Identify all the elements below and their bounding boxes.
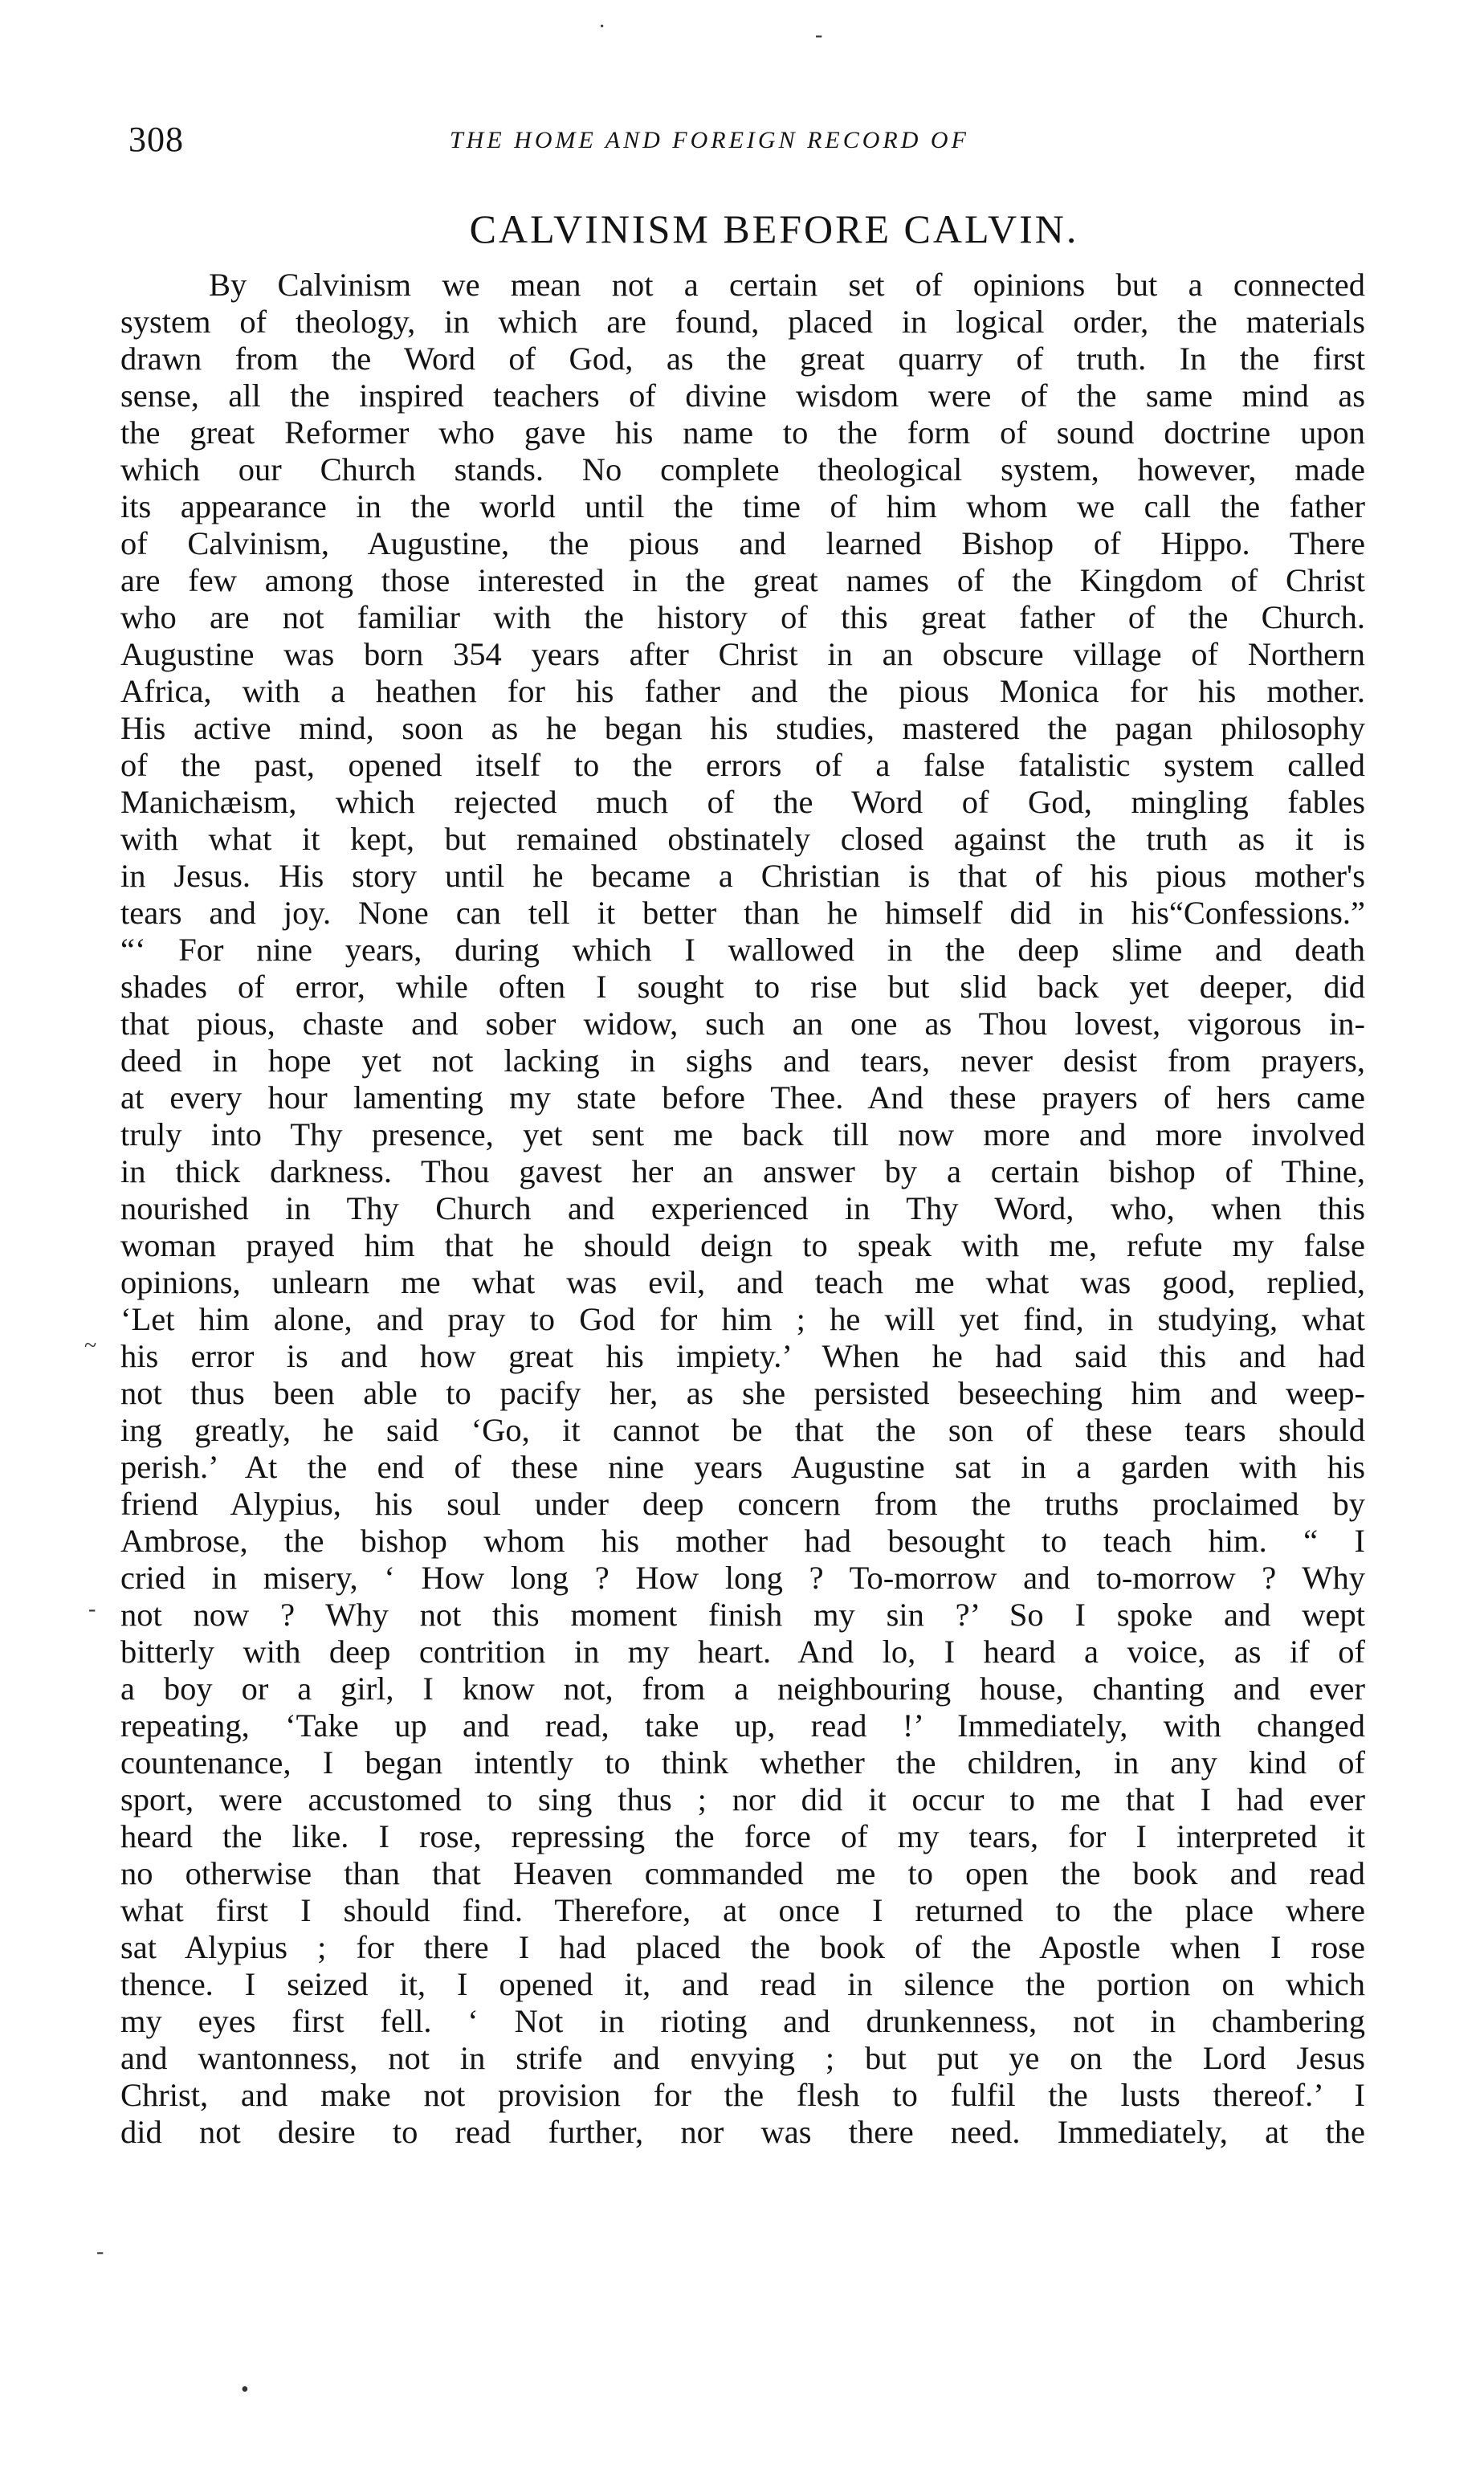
text-line: not now ? Why not this moment finish my sin ?’ So I spoke and wept — [120, 1597, 1365, 1633]
text-line: ‘Let him alone, and pray to God for him ; he will yet find, in studying, what — [120, 1301, 1365, 1337]
text-line: Ambrose, the bishop whom his mother had besought to teach him. “ I — [120, 1523, 1365, 1559]
text-line: system of theology, in which are found, placed in logical order, the materials — [120, 304, 1365, 340]
text-line: my eyes first fell. ‘ Not in rioting and drunkenness, not in chambering — [120, 2003, 1365, 2039]
text-line: drawn from the Word of God, as the great quarry of truth. In the first — [120, 341, 1365, 377]
text-line: are few among those interested in the great names of the Kingdom of Christ — [120, 562, 1365, 598]
text-line: Manichæism, which rejected much of the Word of God, mingling fables — [120, 784, 1365, 820]
text-line: of Calvinism, Augustine, the pious and learned Bishop of Hippo. There — [120, 525, 1365, 561]
text-line: its appearance in the world until the time of him whom we call the father — [120, 488, 1365, 524]
text-line: tears and joy. None can tell it better than he himself did in his“Confessions.” — [120, 895, 1365, 931]
text-line: that pious, chaste and sober widow, such an one as Thou lovest, vigorous in- — [120, 1006, 1365, 1042]
text-line: which our Church stands. No complete theological system, however, made — [120, 451, 1365, 487]
text-line: and wantonness, not in strife and envying ; but put ye on the Lord Jesus — [120, 2040, 1365, 2076]
text-line: heard the like. I rose, repressing the force of my tears, for I interpreted it — [120, 1818, 1365, 1854]
text-line: thence. I seized it, I opened it, and read in silence the portion on which — [120, 1966, 1365, 2002]
speck-mark: · — [598, 14, 606, 39]
text-line: sense, all the inspired teachers of divine wisdom were of the same mind as — [120, 377, 1365, 414]
text-line: friend Alypius, his soul under deep concern from the truths proclaimed by — [120, 1486, 1365, 1522]
text-line: nourished in Thy Church and experienced in Thy Word, who, when this — [120, 1190, 1365, 1226]
text-line: of the past, opened itself to the errors of a false fatalistic system called — [120, 747, 1365, 783]
article-body — [120, 267, 1365, 2151]
text-line: at every hour lamenting my state before Thee. And these prayers of hers came — [120, 1079, 1365, 1116]
text-line: opinions, unlearn me what was evil, and teach me what was good, replied, — [120, 1264, 1365, 1300]
speck-mark: - — [96, 2239, 104, 2264]
text-line: bitterly with deep contrition in my heart. And lo, I heard a voice, as if of — [120, 1634, 1365, 1670]
text-line: “‘ For nine years, during which I wallowed in the deep slime and death — [120, 932, 1365, 968]
text-line: in Jesus. His story until he became a Christian is that of his pious mother's — [120, 858, 1365, 894]
speck-mark: ~ — [84, 1333, 97, 1358]
page-number: 308 — [128, 120, 184, 159]
speck-mark: • — [241, 2377, 249, 2402]
text-line: sport, were accustomed to sing thus ; nor did it occur to me that I had ever — [120, 1781, 1365, 1817]
text-line: not thus been able to pacify her, as she persisted beseeching him and weep- — [120, 1375, 1365, 1411]
text-line: cried in misery, ‘ How long ? How long ? To-morrow and to-morrow ? Why — [120, 1560, 1365, 1596]
text-line: repeating, ‘Take up and read, take up, read !’ Immediately, with changed — [120, 1707, 1365, 1744]
text-line: with what it kept, but remained obstinately closed against the truth as it is — [120, 821, 1365, 857]
article-title: CALVINISM BEFORE CALVIN. — [469, 206, 1079, 251]
text-line: shades of error, while often I sought to rise but slid back yet deeper, did — [120, 969, 1365, 1005]
text-line: did not desire to read further, nor was there need. Immediately, at the — [120, 2114, 1365, 2150]
text-line: By Calvinism we mean not a certain set of opinions but a connected — [209, 267, 1365, 303]
text-line: His active mind, soon as he began his studies, mastered the pagan philosophy — [120, 710, 1365, 746]
text-line: what first I should find. Therefore, at once I returned to the place where — [120, 1892, 1365, 1928]
text-line: no otherwise than that Heaven commanded me to open the book and read — [120, 1855, 1365, 1891]
text-line: in thick darkness. Thou gavest her an answer by a certain bishop of Thine, — [120, 1153, 1365, 1189]
running-head: THE HOME AND FOREIGN RECORD OF — [450, 127, 969, 153]
text-line: who are not familiar with the history of this great father of the Church. — [120, 599, 1365, 635]
text-line: deed in hope yet not lacking in sighs and tears, never desist from prayers, — [120, 1042, 1365, 1079]
page-header — [128, 119, 1365, 167]
text-line: truly into Thy presence, yet sent me back till now more and more involved — [120, 1116, 1365, 1152]
text-line: sat Alypius ; for there I had placed the book of the Apostle when I rose — [120, 1929, 1365, 1965]
text-line: countenance, I began intently to think whether the children, in any kind of — [120, 1744, 1365, 1781]
text-line: ing greatly, he said ‘Go, it cannot be that the son of these tears should — [120, 1412, 1365, 1448]
text-line: Augustine was born 354 years after Christ in an obscure village of Northern — [120, 636, 1365, 672]
speck-mark: - — [88, 1597, 96, 1622]
text-line: a boy or a girl, I know not, from a neighbouring house, chanting and ever — [120, 1670, 1365, 1707]
text-line: Africa, with a heathen for his father and the pious Monica for his mother. — [120, 673, 1365, 709]
text-line: the great Reformer who gave his name to the form of sound doctrine upon — [120, 414, 1365, 451]
text-line: his error is and how great his impiety.’ When he had said this and had — [120, 1338, 1365, 1374]
text-line: perish.’ At the end of these nine years Augustine sat in a garden with his — [120, 1449, 1365, 1485]
speck-mark: - — [815, 22, 823, 47]
text-line: woman prayed him that he should deign to speak with me, refute my false — [120, 1227, 1365, 1263]
text-line: Christ, and make not provision for the flesh to fulfil the lusts thereof.’ I — [120, 2077, 1365, 2113]
